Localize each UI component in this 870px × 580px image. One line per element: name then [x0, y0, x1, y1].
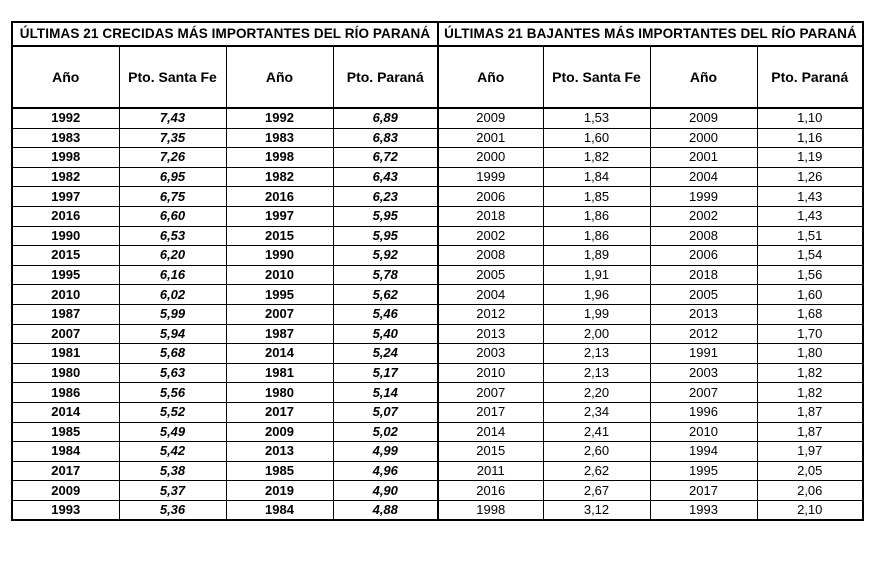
table-cell: 1,68 — [757, 304, 863, 324]
table-cell: 2003 — [438, 344, 543, 364]
table-cell: 6,72 — [333, 148, 438, 168]
table-row — [12, 461, 863, 481]
table-cell: 2,13 — [543, 363, 650, 383]
table-cell: 2015 — [12, 246, 119, 266]
table-row — [12, 285, 863, 305]
table-cell: 5,94 — [119, 324, 226, 344]
table-cell: 1,84 — [543, 167, 650, 187]
table-cell: 1987 — [226, 324, 333, 344]
table-cell: 5,36 — [119, 500, 226, 520]
table-cell: 6,23 — [333, 187, 438, 207]
table-cell: 1981 — [226, 363, 333, 383]
table-cell: 1990 — [12, 226, 119, 246]
table-row — [12, 148, 863, 168]
table-cell: 6,89 — [333, 108, 438, 128]
bajantes-title: ÚLTIMAS 21 BAJANTES MÁS IMPORTANTES DEL RÍO PARANÁ — [438, 22, 863, 46]
river-parana-table — [11, 21, 864, 521]
table-row — [12, 481, 863, 501]
table-cell: 1983 — [226, 128, 333, 148]
table-cell: 2,62 — [543, 461, 650, 481]
table-cell: 1990 — [226, 246, 333, 266]
table-cell: 2001 — [438, 128, 543, 148]
table-cell: 1995 — [226, 285, 333, 305]
table-cell: 1,51 — [757, 226, 863, 246]
table-cell: 1,86 — [543, 206, 650, 226]
table-cell: 2012 — [438, 304, 543, 324]
table-cell: 2012 — [650, 324, 757, 344]
table-cell: 2,41 — [543, 422, 650, 442]
table-cell: 2000 — [438, 148, 543, 168]
table-cell: 2016 — [438, 481, 543, 501]
table-cell: 2007 — [650, 383, 757, 403]
table-cell: 1992 — [12, 108, 119, 128]
table-cell: 1981 — [12, 344, 119, 364]
table-cell: 2,05 — [757, 461, 863, 481]
table-cell: 3,12 — [543, 500, 650, 520]
table-cell: 5,63 — [119, 363, 226, 383]
table-cell: 2016 — [12, 206, 119, 226]
table-row — [12, 206, 863, 226]
table-cell: 2004 — [650, 167, 757, 187]
table-cell: 1993 — [650, 500, 757, 520]
table-cell: 5,07 — [333, 402, 438, 422]
table-cell: 1996 — [650, 402, 757, 422]
table-cell: 1997 — [12, 187, 119, 207]
table-cell: 1,10 — [757, 108, 863, 128]
table-cell: 6,43 — [333, 167, 438, 187]
table-cell: 1,97 — [757, 442, 863, 462]
table-cell: 2002 — [650, 206, 757, 226]
table-cell: 5,24 — [333, 344, 438, 364]
table-cell: 1,82 — [757, 363, 863, 383]
table-cell: 2009 — [650, 108, 757, 128]
table-cell: 5,38 — [119, 461, 226, 481]
table-cell: 2013 — [650, 304, 757, 324]
table-cell: 2017 — [438, 402, 543, 422]
table-cell: 1,54 — [757, 246, 863, 266]
table-cell: 2014 — [12, 402, 119, 422]
table-cell: 6,53 — [119, 226, 226, 246]
table-cell: 1999 — [650, 187, 757, 207]
table-cell: 5,92 — [333, 246, 438, 266]
table-cell: 1,96 — [543, 285, 650, 305]
table-cell: 1,85 — [543, 187, 650, 207]
table-cell: 2,06 — [757, 481, 863, 501]
table-row — [12, 226, 863, 246]
table-cell: 2000 — [650, 128, 757, 148]
title-row — [12, 22, 863, 46]
table-cell: 2004 — [438, 285, 543, 305]
header-row — [12, 46, 863, 108]
table-cell: 1985 — [226, 461, 333, 481]
table-cell: 1991 — [650, 344, 757, 364]
table-cell: 2,00 — [543, 324, 650, 344]
table-cell: 1,86 — [543, 226, 650, 246]
table-row — [12, 167, 863, 187]
table-cell: 2013 — [226, 442, 333, 462]
table-cell: 6,83 — [333, 128, 438, 148]
table-cell: 1,60 — [543, 128, 650, 148]
table-cell: 1,43 — [757, 206, 863, 226]
table-cell: 5,14 — [333, 383, 438, 403]
table-cell: 2016 — [226, 187, 333, 207]
table-cell: 1982 — [226, 167, 333, 187]
table-row — [12, 344, 863, 364]
table-cell: 1992 — [226, 108, 333, 128]
table-cell: 2018 — [650, 265, 757, 285]
header-cell: Pto. Santa Fe — [543, 46, 650, 108]
table-cell: 1,19 — [757, 148, 863, 168]
table-cell: 1987 — [12, 304, 119, 324]
table-cell: 4,88 — [333, 500, 438, 520]
table-cell: 1,56 — [757, 265, 863, 285]
table-cell: 2,13 — [543, 344, 650, 364]
crecidas-title: ÚLTIMAS 21 CRECIDAS MÁS IMPORTANTES DEL RÍO PARANÁ — [12, 22, 438, 46]
table-cell: 2008 — [438, 246, 543, 266]
table-cell: 4,99 — [333, 442, 438, 462]
table-cell: 2,67 — [543, 481, 650, 501]
table-cell: 2009 — [226, 422, 333, 442]
table-row — [12, 442, 863, 462]
table-cell: 1,70 — [757, 324, 863, 344]
table-cell: 2015 — [226, 226, 333, 246]
table-cell: 1,87 — [757, 422, 863, 442]
table-cell: 2013 — [438, 324, 543, 344]
table-cell: 2010 — [226, 265, 333, 285]
table-cell: 5,95 — [333, 206, 438, 226]
table-cell: 6,60 — [119, 206, 226, 226]
table-row — [12, 108, 863, 128]
table-cell: 6,20 — [119, 246, 226, 266]
table-cell: 2,34 — [543, 402, 650, 422]
table-cell: 5,99 — [119, 304, 226, 324]
table-cell: 2007 — [12, 324, 119, 344]
table-cell: 2005 — [650, 285, 757, 305]
table-cell: 7,35 — [119, 128, 226, 148]
table-cell: 2007 — [226, 304, 333, 324]
header-cell: Año — [650, 46, 757, 108]
table-cell: 2007 — [438, 383, 543, 403]
header-cell: Año — [438, 46, 543, 108]
table-cell: 5,46 — [333, 304, 438, 324]
table-cell: 4,90 — [333, 481, 438, 501]
table-cell: 1,89 — [543, 246, 650, 266]
table-row — [12, 402, 863, 422]
table-cell: 1982 — [12, 167, 119, 187]
table-body — [12, 108, 863, 520]
table-cell: 5,40 — [333, 324, 438, 344]
table-cell: 7,26 — [119, 148, 226, 168]
table-cell: 2005 — [438, 265, 543, 285]
table-cell: 1,91 — [543, 265, 650, 285]
table-cell: 2014 — [438, 422, 543, 442]
table-cell: 6,02 — [119, 285, 226, 305]
table-cell: 2002 — [438, 226, 543, 246]
table-cell: 5,17 — [333, 363, 438, 383]
table-row — [12, 422, 863, 442]
table-cell: 2010 — [650, 422, 757, 442]
table-cell: 2017 — [226, 402, 333, 422]
table-cell: 2015 — [438, 442, 543, 462]
table-cell: 1984 — [12, 442, 119, 462]
table-cell: 5,37 — [119, 481, 226, 501]
header-cell: Año — [226, 46, 333, 108]
table-row — [12, 363, 863, 383]
table-cell: 1998 — [226, 148, 333, 168]
table-cell: 5,56 — [119, 383, 226, 403]
header-cell: Pto. Santa Fe — [119, 46, 226, 108]
table-cell: 5,49 — [119, 422, 226, 442]
table-row — [12, 128, 863, 148]
table-cell: 5,78 — [333, 265, 438, 285]
table-cell: 2,10 — [757, 500, 863, 520]
table-cell: 1,16 — [757, 128, 863, 148]
table-cell: 2019 — [226, 481, 333, 501]
table-cell: 1,80 — [757, 344, 863, 364]
table-cell: 4,96 — [333, 461, 438, 481]
table-row — [12, 383, 863, 403]
table-cell: 2003 — [650, 363, 757, 383]
table-cell: 1,60 — [757, 285, 863, 305]
table-cell: 5,52 — [119, 402, 226, 422]
table-cell: 1995 — [12, 265, 119, 285]
table-cell: 1986 — [12, 383, 119, 403]
table-cell: 2011 — [438, 461, 543, 481]
table-cell: 2010 — [438, 363, 543, 383]
table-cell: 7,43 — [119, 108, 226, 128]
table-cell: 2009 — [438, 108, 543, 128]
header-cell: Año — [12, 46, 119, 108]
table-cell: 6,75 — [119, 187, 226, 207]
table-cell: 1995 — [650, 461, 757, 481]
table-cell: 5,95 — [333, 226, 438, 246]
table-cell: 1998 — [438, 500, 543, 520]
table-cell: 1997 — [226, 206, 333, 226]
table-cell: 1,87 — [757, 402, 863, 422]
table-row — [12, 246, 863, 266]
table-cell: 1,26 — [757, 167, 863, 187]
table-cell: 2009 — [12, 481, 119, 501]
table-cell: 1980 — [226, 383, 333, 403]
header-cell: Pto. Paraná — [333, 46, 438, 108]
table-cell: 1980 — [12, 363, 119, 383]
table-cell: 1999 — [438, 167, 543, 187]
table-cell: 1983 — [12, 128, 119, 148]
table-cell: 1985 — [12, 422, 119, 442]
table-cell: 1,82 — [543, 148, 650, 168]
table-row — [12, 187, 863, 207]
table-cell: 2014 — [226, 344, 333, 364]
table-cell: 1,53 — [543, 108, 650, 128]
table-cell: 1994 — [650, 442, 757, 462]
table-cell: 1998 — [12, 148, 119, 168]
table-cell: 2018 — [438, 206, 543, 226]
table-cell: 2006 — [438, 187, 543, 207]
table-row — [12, 304, 863, 324]
table-cell: 6,16 — [119, 265, 226, 285]
header-cell: Pto. Paraná — [757, 46, 863, 108]
table-cell: 5,42 — [119, 442, 226, 462]
table-cell: 1,82 — [757, 383, 863, 403]
table-cell: 1,43 — [757, 187, 863, 207]
table-row — [12, 265, 863, 285]
table-cell: 5,68 — [119, 344, 226, 364]
table-cell: 5,62 — [333, 285, 438, 305]
river-data-table-wrapper — [11, 21, 864, 521]
table-cell: 2017 — [12, 461, 119, 481]
table-cell: 2010 — [12, 285, 119, 305]
table-row — [12, 324, 863, 344]
table-cell: 2,60 — [543, 442, 650, 462]
table-row — [12, 500, 863, 520]
table-cell: 5,02 — [333, 422, 438, 442]
table-cell: 2,20 — [543, 383, 650, 403]
table-cell: 2001 — [650, 148, 757, 168]
table-cell: 2008 — [650, 226, 757, 246]
table-cell: 1984 — [226, 500, 333, 520]
table-cell: 2017 — [650, 481, 757, 501]
table-cell: 1,99 — [543, 304, 650, 324]
table-cell: 2006 — [650, 246, 757, 266]
table-cell: 6,95 — [119, 167, 226, 187]
table-cell: 1993 — [12, 500, 119, 520]
